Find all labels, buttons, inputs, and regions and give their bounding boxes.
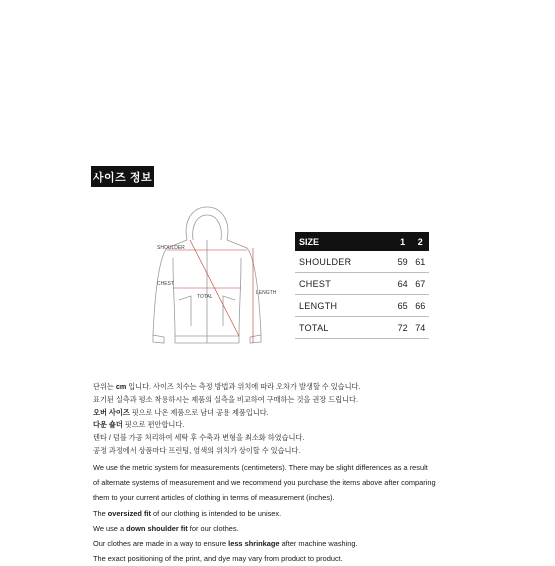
note-line	[93, 407, 360, 420]
table-row	[295, 317, 429, 339]
row-value-size-1: 65	[394, 295, 412, 317]
note-bold: 오버 사이즈	[93, 407, 130, 417]
note-line: 텐타 / 덤블 가공 처리하여 세탁 후 수축과 변형을 최소화 하였습니다.	[93, 433, 305, 443]
note-bold: less shrinkage	[228, 539, 280, 549]
table-row	[295, 295, 429, 317]
note-line: them to your current articles of clothing in terms of measurement (inches).	[93, 493, 335, 503]
note-text: for our clothes.	[187, 523, 239, 533]
size-header-2: 2	[411, 232, 429, 251]
row-label: SHOULDER	[295, 251, 394, 273]
note-text: Our clothes are made in a way to ensure	[93, 539, 229, 549]
note-line: We use the metric system for measurements (centimeters). There may be slight differences as a result	[93, 463, 428, 472]
note-line: of alternate systems of measurement and we recommend you purchase the items above after comparing	[93, 478, 436, 488]
note-text: 입니다. 사이즈 치수는 측정 방법과 위치에 따라 오차가 발생할 수 있습니다.	[126, 382, 361, 391]
note-bold: oversized fit	[107, 508, 151, 518]
note-text: The	[93, 508, 108, 518]
note-bold: cm	[115, 382, 127, 391]
note-text: after machine washing.	[279, 539, 358, 549]
row-value-size-2: 66	[411, 295, 429, 317]
note-line: 표기된 실측과 평소 착용하시는 제품의 실측을 비교하여 구매하는 것을 권장 드립니다.	[93, 394, 358, 404]
diagram-label-length: LENGTH	[256, 290, 277, 296]
row-value-size-1: 59	[394, 251, 412, 273]
note-line: The exact positioning of the print, and dye may vary from product to product.	[93, 554, 343, 564]
diagram-label-chest: CHEST	[157, 281, 174, 287]
row-value-size-1: 64	[394, 273, 412, 295]
size-header-label: SIZE	[295, 232, 394, 251]
size-table-header	[295, 232, 429, 251]
table-row	[295, 251, 429, 273]
note-text: of our clothing is intended to be unisex.	[150, 508, 282, 518]
size-table	[295, 232, 429, 339]
row-value-size-2: 61	[411, 251, 429, 273]
row-label: LENGTH	[295, 295, 394, 317]
diagram-label-shoulder: SHOULDER	[157, 245, 185, 251]
note-bold: 다운 숄더	[93, 420, 123, 430]
row-value-size-2: 74	[411, 317, 429, 339]
korean-notes	[93, 381, 360, 458]
note-text: 핏으로 편안합니다.	[122, 420, 185, 430]
section-title: 사이즈 정보	[91, 166, 154, 187]
diagram-label-total: TOTAL	[197, 294, 213, 300]
note-line	[93, 381, 360, 394]
english-notes	[93, 460, 436, 566]
note-line	[93, 506, 436, 521]
note-line	[93, 536, 436, 551]
note-line: 공정 과정에서 상품마다 프린팅, 염색의 위치가 상이할 수 있습니다.	[93, 445, 301, 455]
note-text: 단위는	[93, 382, 116, 391]
row-label: TOTAL	[295, 317, 394, 339]
hoodie-illustration	[145, 200, 285, 360]
row-label: CHEST	[295, 273, 394, 295]
table-row	[295, 273, 429, 295]
row-value-size-2: 67	[411, 273, 429, 295]
size-header-1: 1	[394, 232, 412, 251]
note-bold: down shoulder fit	[126, 523, 188, 533]
note-text: 핏으로 나온 제품으로 남녀 공용 제품입니다.	[129, 407, 269, 417]
note-line	[93, 419, 360, 432]
note-line	[93, 521, 436, 536]
note-text: We use a	[93, 523, 127, 533]
hoodie-measurement-diagram	[145, 200, 285, 360]
row-value-size-1: 72	[394, 317, 412, 339]
